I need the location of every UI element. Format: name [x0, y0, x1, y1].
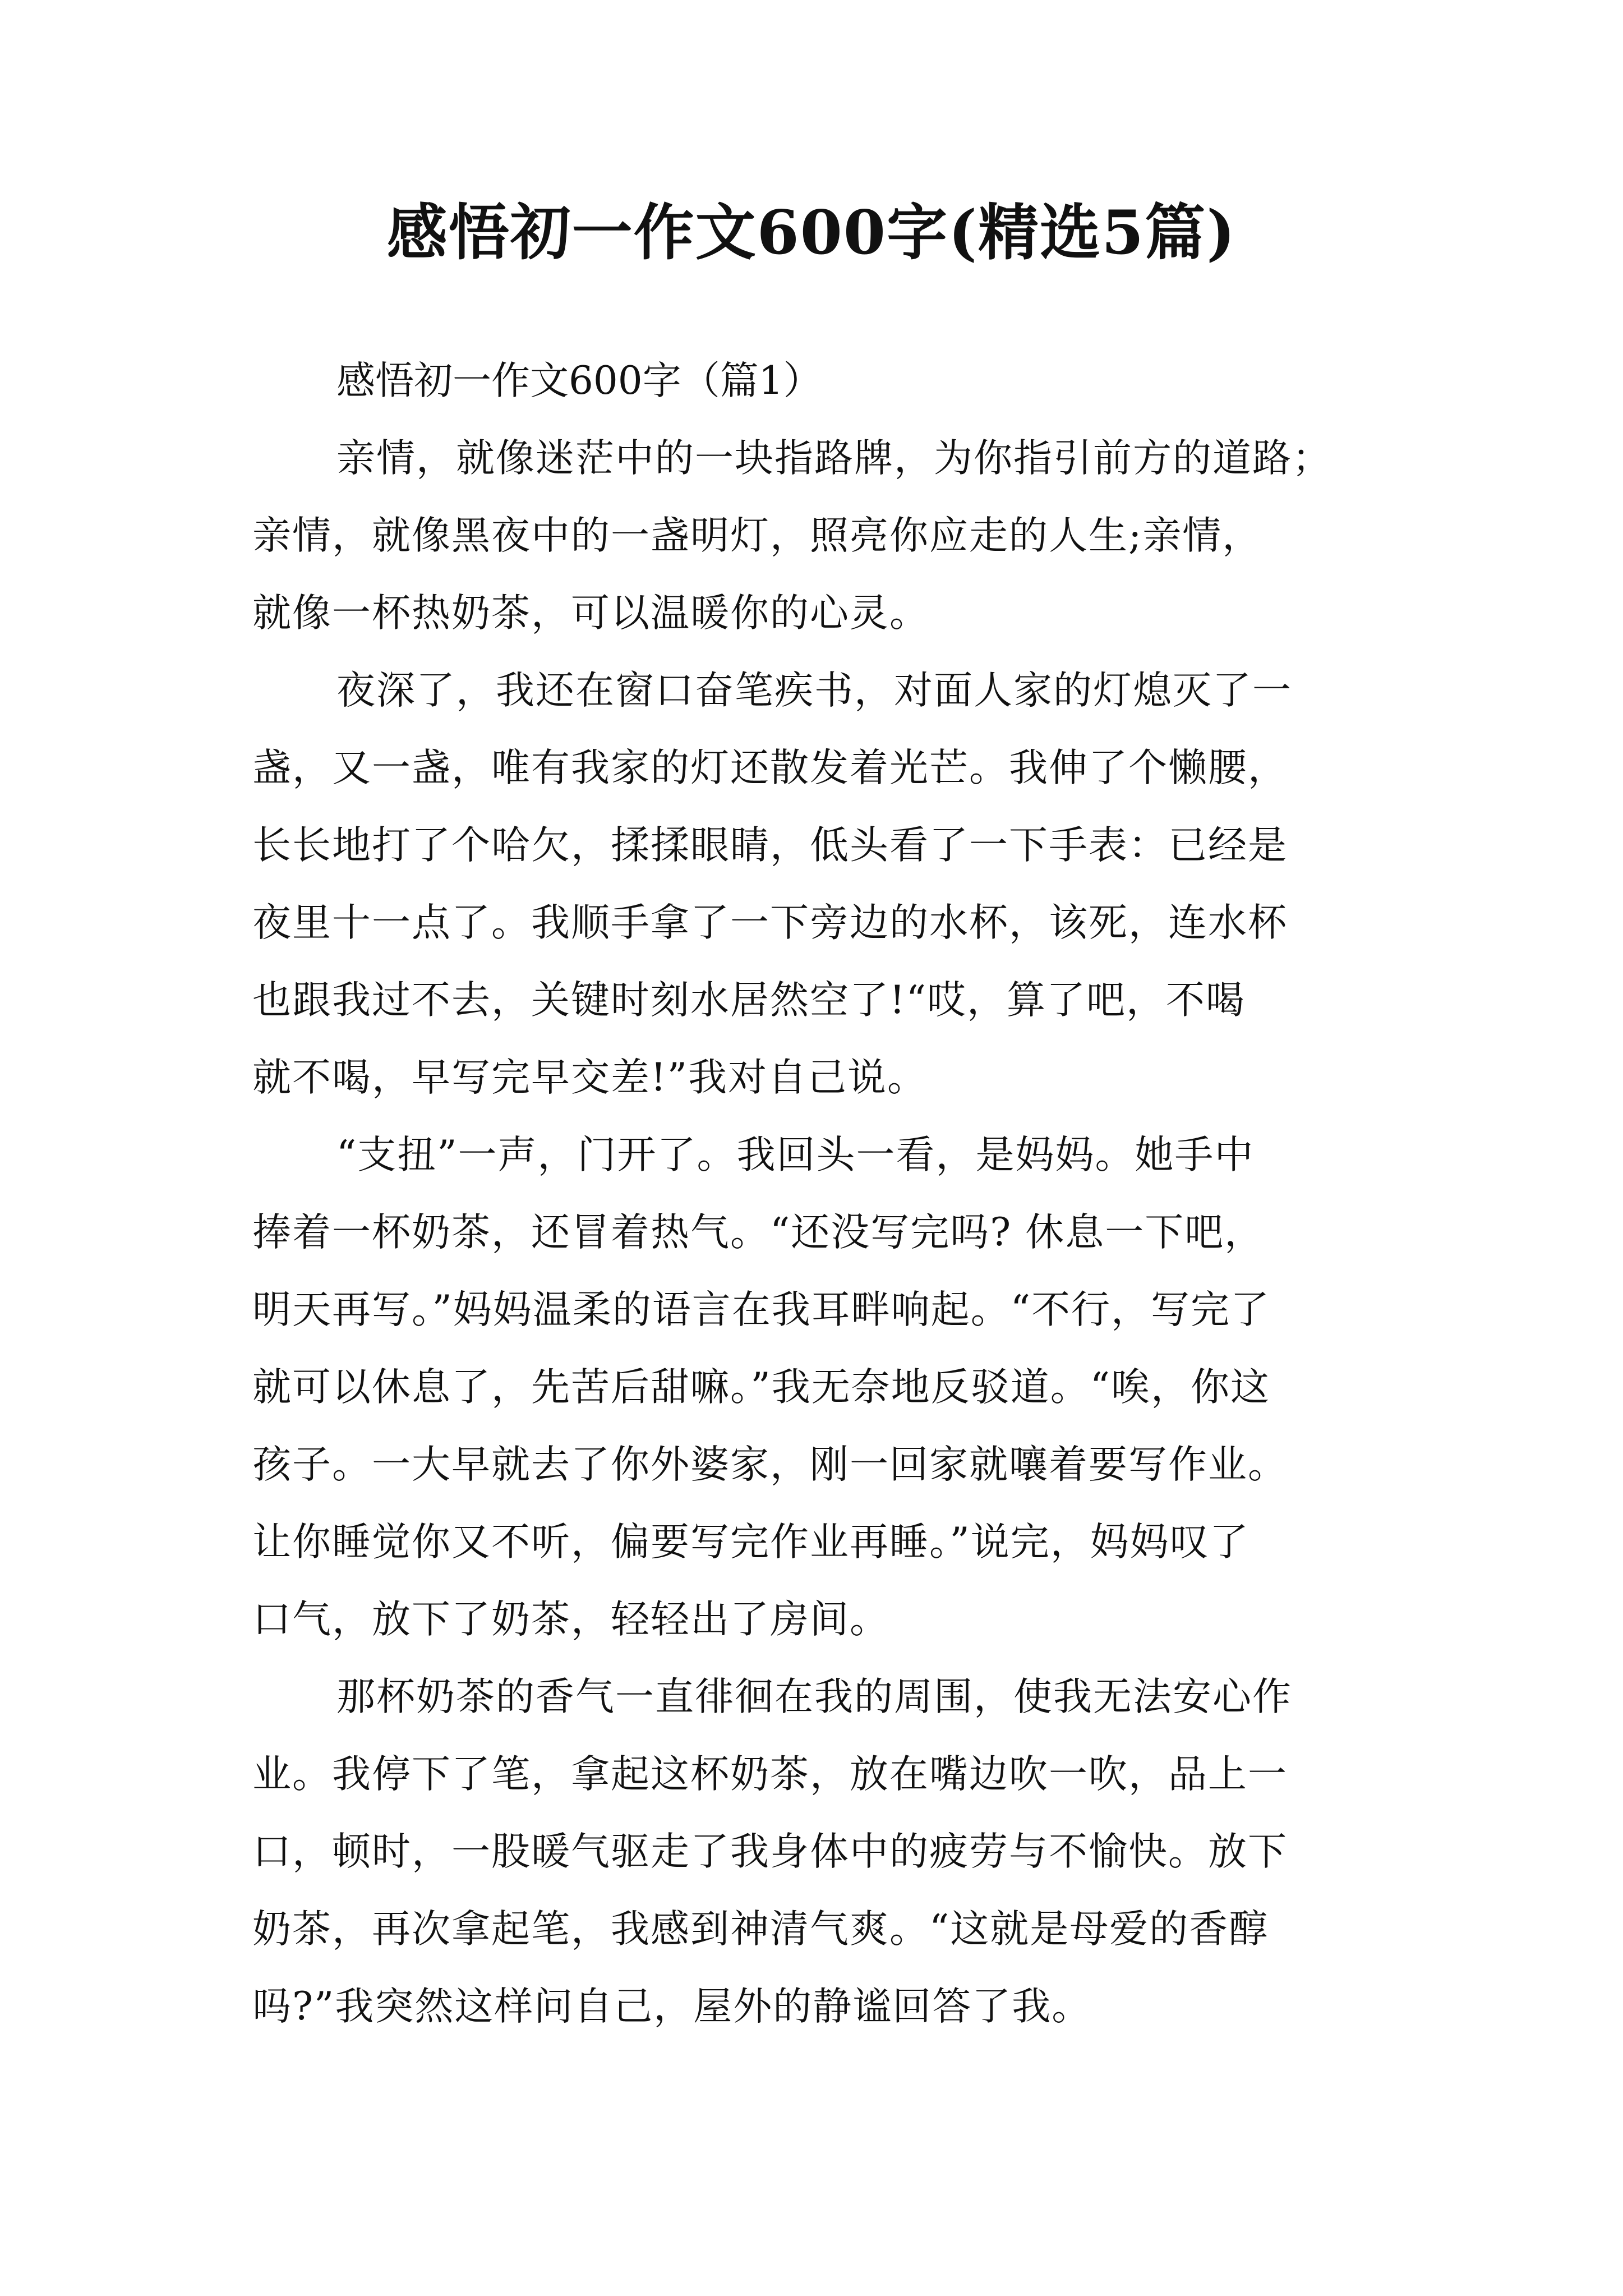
paragraph-4 [252, 1658, 1380, 2045]
paragraph-line: 亲情，就像迷茫中的一块指路牌，为你指引前方的道路； [336, 436, 1332, 481]
paragraph-line: 盏，又一盏，唯有我家的灯还散发着光芒。我伸了个懒腰， [252, 746, 1288, 790]
paragraph-line: 口，顿时，一股暖气驱走了我身体中的疲劳与不愉快。放下 [252, 1829, 1288, 1874]
paragraph-line: 让你睡觉你又不听，偏要写完作业再睡。”说完，妈妈叹了 [252, 1520, 1249, 1565]
document-title: 感悟初一作文600字(精选5篇) [386, 197, 1237, 268]
paragraph-line: 孩子。一大早就去了你外婆家，刚一回家就嚷着要写作业。 [252, 1442, 1288, 1487]
paragraph-line: 就不喝，早写完早交差!”我对自己说。 [252, 1055, 928, 1100]
paragraph-line: 奶茶，再次拿起笔，我感到神清气爽。“这就是母爱的香醇 [252, 1907, 1269, 1952]
paragraph-line: 夜里十一点了。我顺手拿了一下旁边的水杯，该死，连水杯 [252, 900, 1288, 945]
paragraph-line: 夜深了，我还在窗口奋笔疾书，对面人家的灯熄灭了一 [336, 668, 1292, 713]
section-heading: 感悟初一作文600字（篇1） [336, 358, 822, 403]
paragraph-line: 长长地打了个哈欠，揉揉眼睛，低头看了一下手表：已经是 [252, 823, 1288, 868]
paragraph-3 [252, 1116, 1380, 1658]
paragraph-line: 也跟我过不去，关键时刻水居然空了!“哎，算了吧，不喝 [252, 978, 1246, 1023]
paragraph-line: 就像一杯热奶茶，可以温暖你的心灵。 [252, 591, 929, 636]
paragraph-line: 亲情，就像黑夜中的一盏明灯，照亮你应走的人生;亲情， [252, 513, 1262, 558]
paragraph-line: 就可以休息了，先苦后甜嘛。”我无奈地反驳道。“唉，你这 [252, 1365, 1271, 1410]
paragraph-2 [252, 652, 1380, 1116]
paragraph-line: “支扭”一声，门开了。我回头一看，是妈妈。她手中 [336, 1133, 1255, 1177]
paragraph-line: 业。我停下了笔，拿起这杯奶茶，放在嘴边吹一吹，品上一 [252, 1752, 1288, 1797]
document-body [252, 342, 1380, 2045]
paragraph-line: 捧着一杯奶茶，还冒着热气。“还没写完吗? 休息一下吧， [252, 1210, 1265, 1255]
paragraph-line: 明天再写。”妈妈温柔的语言在我耳畔响起。“不行，写完了 [252, 1287, 1271, 1332]
paragraph-1 [252, 420, 1380, 652]
paragraph-line: 口气，放下了奶茶，轻轻出了房间。 [252, 1597, 889, 1642]
paragraph-line: 吗?”我突然这样问自己，屋外的静谧回答了我。 [252, 1984, 1092, 2029]
paragraph-line: 那杯奶茶的香气一直徘徊在我的周围，使我无法安心作 [336, 1674, 1292, 1719]
